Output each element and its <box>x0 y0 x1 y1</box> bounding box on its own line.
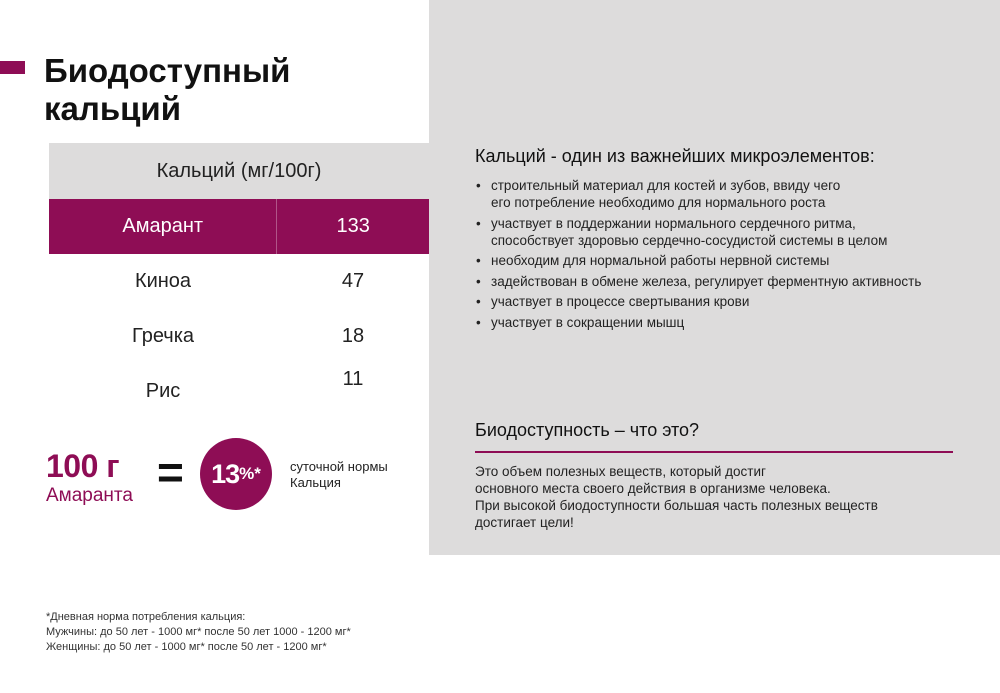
list-item-line1: строительный материал для костей и зубов, ввиду чего <box>491 178 841 193</box>
benefits-heading: Кальций - один из важнейших микроэлементов: <box>475 146 875 166</box>
footnote-line: Мужчины: до 50 лет - 1000 мг* после 50 лет 1000 - 1200 мг* <box>46 626 351 638</box>
list-item-line1: участвует в поддержании нормального сердечного ритма, <box>491 215 856 231</box>
bio-line: При высокой биодоступности большая часть полезных веществ <box>475 498 878 513</box>
footnote <box>46 610 351 655</box>
list-item <box>475 293 975 310</box>
table-cell-name: Амарант <box>49 199 277 254</box>
bio-line: достигает цели! <box>475 515 574 530</box>
bioavailability-heading: Биодоступность – что это? <box>475 420 700 440</box>
equals-sign: = <box>157 446 184 498</box>
table-row <box>49 309 429 364</box>
list-item-line2: его потребление необходимо для нормального роста <box>491 195 826 210</box>
percent-badge <box>200 438 272 510</box>
bioavailability-text <box>475 463 878 531</box>
product-label: Амаранта <box>46 485 133 506</box>
table-cell-value: 47 <box>341 270 365 292</box>
list-item <box>475 215 975 249</box>
table-cell-name: Рис <box>145 380 181 402</box>
footnote-line: *Дневная норма потребления кальция: <box>46 611 246 623</box>
amount-label: 100 г <box>46 448 120 484</box>
list-item <box>475 273 975 290</box>
calcium-table <box>49 143 429 419</box>
table-row <box>49 199 429 254</box>
list-item <box>475 177 975 211</box>
list-item-line1: участвует в процессе свертывания крови <box>491 294 750 309</box>
heading-divider <box>475 451 953 453</box>
benefits-list <box>475 177 975 334</box>
list-item-line1: необходим для нормальной работы нервной системы <box>491 253 830 268</box>
percent-value: 13 <box>211 458 240 489</box>
norm-text-line2: Кальция <box>290 475 341 490</box>
bio-line: основного места своего действия в организме человека. <box>475 481 831 496</box>
list-item <box>475 252 975 269</box>
footnote-line: Женщины: до 50 лет - 1000 мг* после 50 лет - 1200 мг* <box>46 641 327 653</box>
table-row <box>49 364 429 419</box>
page-title-line1: Биодоступный <box>44 52 291 89</box>
table-cell-name: Киноа <box>134 270 192 292</box>
table-row <box>49 254 429 309</box>
list-item-line1: участвует в сокращении мышц <box>491 314 685 330</box>
percent-suffix: %* <box>239 464 261 483</box>
table-header: Кальций (мг/100г) <box>49 143 429 199</box>
title-accent-bar <box>0 61 25 74</box>
table-cell-value: 133 <box>336 215 370 237</box>
table-cell-value: 11 <box>342 368 364 390</box>
page-title-line2: кальций <box>44 90 181 127</box>
list-item-line1: задействован в обмене железа, регулирует ферментную активность <box>491 273 922 289</box>
list-item-line2: способствует здоровью сердечно-сосудистой системы в целом <box>491 232 888 248</box>
norm-text-line1: суточной нормы <box>290 459 388 474</box>
bio-line: Это объем полезных веществ, который достиг <box>475 464 766 479</box>
table-cell-name: Гречка <box>131 325 195 347</box>
table-cell-value: 18 <box>341 325 365 347</box>
list-item <box>475 314 975 331</box>
page-title <box>44 52 290 128</box>
